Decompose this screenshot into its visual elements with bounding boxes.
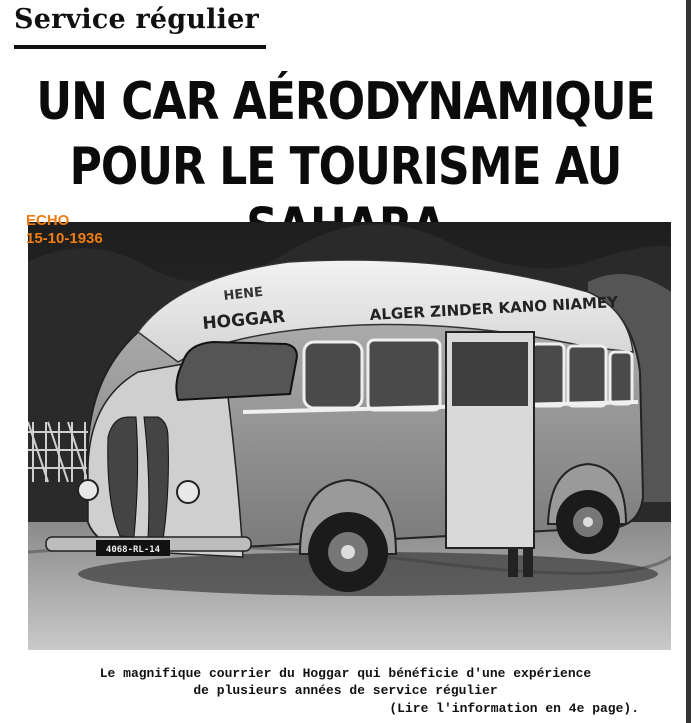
- caption-line-1: Le magnifique courrier du Hoggar qui bénéficie d'une expérience: [99, 666, 592, 681]
- source-stamp: ECHO: [26, 212, 70, 229]
- caption-line-2: de plusieurs années de service régulier: [193, 683, 498, 698]
- roof-text-partial: HENE: [222, 284, 264, 304]
- windshield: [176, 342, 297, 400]
- headline-line-2: POUR LE TOURISME AU: [69, 137, 622, 198]
- headline-line-1: UN CAR AÉRODYNAMIQUE: [36, 72, 655, 133]
- roof-text-hoggar: HOGGAR: [201, 306, 286, 334]
- date-stamp: 15-10-1936: [26, 230, 103, 247]
- headlight-left: [78, 480, 98, 500]
- caption-line-3: (Lire l'information en 4e page).: [389, 701, 639, 716]
- bus-photograph: [28, 222, 671, 650]
- headlight-right: [177, 481, 199, 503]
- kicker-underline: [14, 45, 266, 49]
- roof-text-route: ALGER ZINDER KANO NIAMEY: [369, 293, 619, 324]
- license-plate-text: 4068-RL-14: [105, 545, 161, 555]
- section-kicker: Service régulier: [14, 4, 259, 35]
